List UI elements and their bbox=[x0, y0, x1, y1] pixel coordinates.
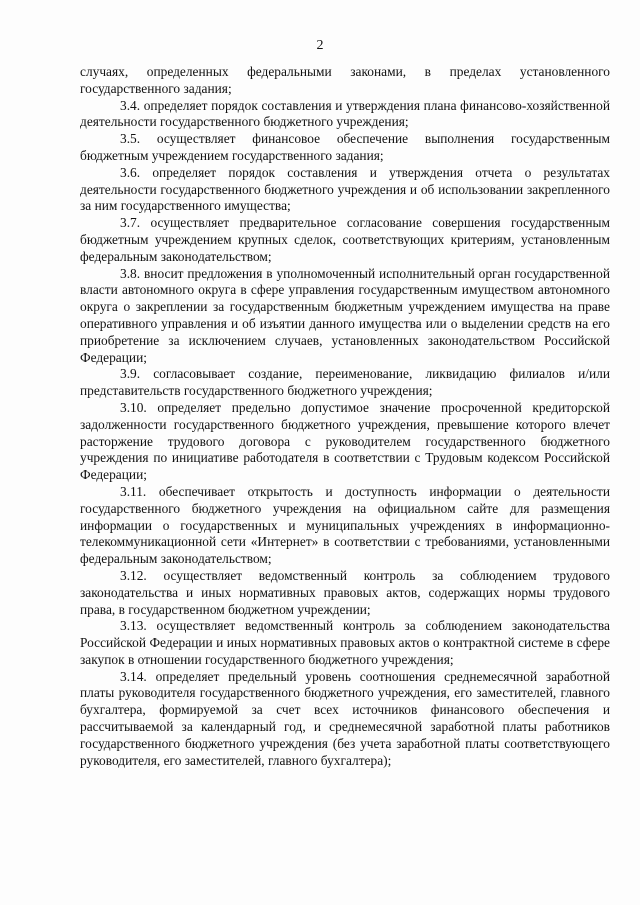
paragraph-3-4: 3.4. определяет порядок составления и утверждения плана финансово-хозяйственной деятельности государственного бюджетного учреждения; bbox=[80, 97, 610, 130]
paragraph-3-7: 3.7. осуществляет предварительное согласование совершения государственным бюджетным учреждением крупных сделок, соответствующих критериям, установленным федеральным законодательством; bbox=[80, 215, 610, 264]
paragraph-3-13: 3.13. осуществляет ведомственный контроль за соблюдением законодательства Российской Федерации и иных нормативных правовых актов о контрактной системе в сфере закупок в отношении государственного бюджетного учреждения; bbox=[80, 618, 610, 667]
paragraph-3-12: 3.12. осуществляет ведомственный контроль за соблюдением трудового законодательства и иных нормативных правовых актов, содержащих нормы трудового права, в государственном бюджетном учреждении; bbox=[80, 567, 610, 617]
paragraph-3-9: 3.9. согласовывает создание, переименование, ликвидацию филиалов и/или представительств государственного бюджетного учреждения; bbox=[80, 366, 610, 399]
page-number: 2 bbox=[316, 38, 324, 53]
paragraph-3-6: 3.6. определяет порядок составления и утверждения отчета о результатах деятельности государственного бюджетного учреждения и об использовании закрепленного за ним государственного имущества; bbox=[80, 164, 610, 214]
paragraph-3-14: 3.14. определяет предельный уровень соотношения среднемесячной заработной платы руководителя государственного бюджетного учреждения, его заместителей, главного бухгалтера, формируемой за счет всех источников финансового обеспечения и рассчитываемой за календарный год, и среднемесячной заработной платы работников государственного бюджетного учреждения (без учета заработной платы соответствующего руководителя, его заместителей, главного бухгалтера); bbox=[80, 668, 610, 768]
paragraph-3-11: 3.11. обеспечивает открытость и доступность информации о деятельности государственного бюджетного учреждения на официальном сайте для размещения информации о государственных и муниципальных учреждениях в информационно-телекоммуникационной сети «Интернет» в соответствии с требованиями, установленными федеральным законодательством; bbox=[80, 483, 610, 567]
document-body bbox=[80, 64, 610, 769]
paragraph-3-8: 3.8. вносит предложения в уполномоченный исполнительный орган государственной власти автономного округа в сфере управления государственным имуществом автономного округа о закреплении за государственным бюджетным учреждением имущества на праве оперативного управления и об изъятии данного имущества или о выделении средств на его приобретение за исключением случаев, установленных законодательством Российской Федерации; bbox=[80, 265, 610, 365]
paragraph-continuation: случаях, определенных федеральными законами, в пределах установленного государственного задания; bbox=[80, 64, 610, 96]
paragraph-3-5: 3.5. осуществляет финансовое обеспечение выполнения государственным бюджетным учреждением государственного задания; bbox=[80, 131, 610, 163]
paragraph-3-10: 3.10. определяет предельно допустимое значение просроченной кредиторской задолженности государственного бюджетного учреждения, превышение которого влечет расторжение трудового договора с руководителем государственного бюджетного учреждения по инициативе работодателя в соответствии с Трудовым кодексом Российской Федерации; bbox=[80, 399, 610, 483]
